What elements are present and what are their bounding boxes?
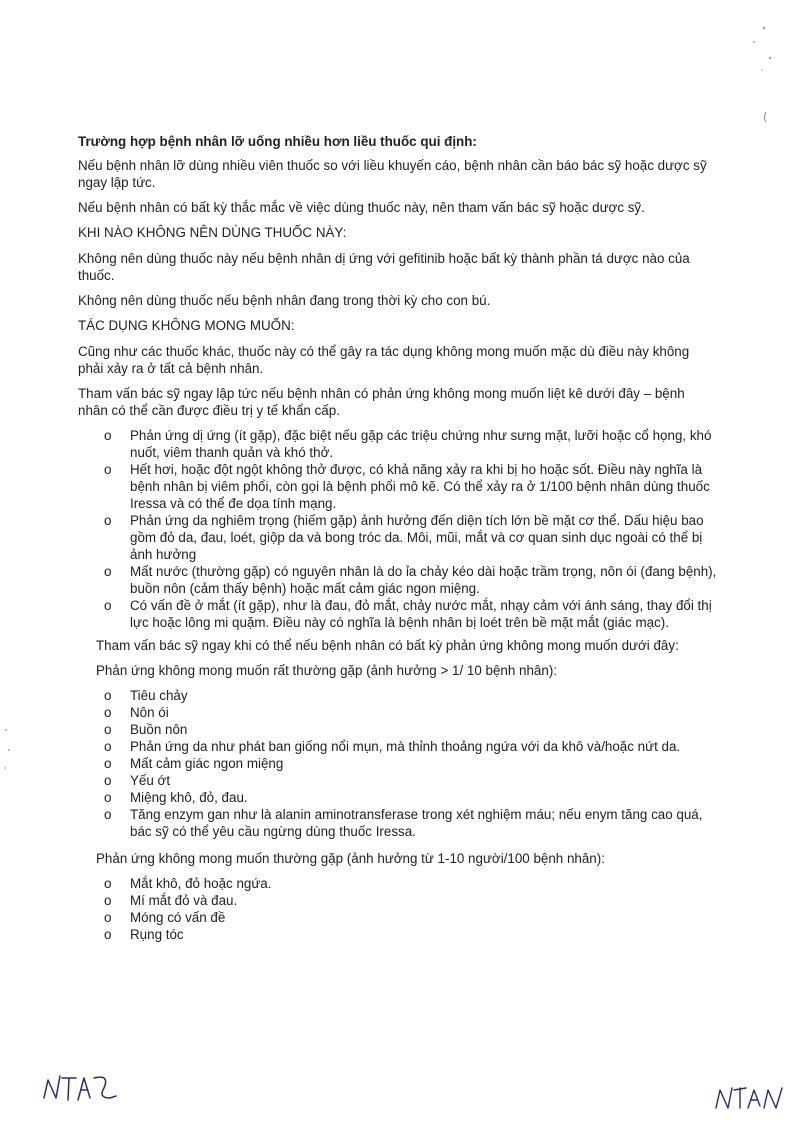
list-item: o Móng có vấn đề bbox=[104, 910, 226, 925]
list-item: o Nôn ói bbox=[104, 705, 169, 720]
bullet-icon: o bbox=[104, 807, 112, 822]
bullet-icon: o bbox=[104, 893, 112, 908]
list-item: o Mắt khô, đỏ hoặc ngứa. bbox=[104, 876, 272, 891]
list-item: o Phản ứng da như phát ban giống nổi mụn, mà thỉnh thoảng ngứa với da khô và/hoặc nứt da. bbox=[104, 739, 681, 754]
contraindication-title: KHI NÀO KHÔNG NÊN DÙNG THUỐC NÀY: bbox=[78, 225, 347, 240]
bullet-icon: o bbox=[104, 705, 112, 720]
scan-marks-left bbox=[0, 720, 20, 780]
common-effects-list bbox=[78, 875, 718, 943]
bullet-icon: o bbox=[104, 739, 112, 754]
bullet-icon: o bbox=[104, 927, 112, 942]
bullet-icon: o bbox=[104, 513, 112, 528]
overdose-paragraph-2: Nếu bệnh nhân có bất kỳ thắc mắc về việc dùng thuốc này, nên tham vấn bác sỹ hoặc dược sỹ. bbox=[78, 200, 645, 215]
scan-marks-right bbox=[740, 20, 790, 130]
bullet-icon: o bbox=[104, 428, 112, 443]
adverse-paragraph-1: Cũng như các thuốc khác, thuốc này có thể gây ra tác dụng không mong muốn mặc dù điều này không phải xảy ra ở tất cả bệnh nhân. bbox=[78, 344, 690, 376]
overdose-paragraph-1: Nếu bệnh nhân lỡ dùng nhiều viên thuốc so với liều khuyến cáo, bệnh nhân cần báo bác sỹ hoặc dược sỹ ngay lập tức. bbox=[78, 158, 707, 190]
list-item: o Tăng enzym gan như là alanin aminotransferase trong xét nghiệm máu; nếu enym tăng cao quá, bác sỹ có thể yêu cầu ngừng dùng thuốc Iressa. bbox=[104, 807, 703, 839]
bullet-icon: o bbox=[104, 790, 112, 805]
list-item: o Mất cảm giác ngon miệng bbox=[104, 756, 284, 771]
bullet-icon: o bbox=[104, 773, 112, 788]
urgent-effects-list bbox=[78, 427, 718, 631]
consult-paragraph: Tham vấn bác sỹ ngay khi có thể nếu bệnh nhân có bất kỳ phản ứng không mong muốn dưới đây: bbox=[96, 638, 679, 653]
bullet-icon: o bbox=[104, 598, 112, 613]
list-item: o Mí mắt đỏ và đau. bbox=[104, 893, 238, 908]
very-common-effects-list bbox=[78, 687, 718, 840]
adverse-paragraph-2: Tham vấn bác sỹ ngay lập tức nếu bệnh nhân có phản ứng không mong muốn liệt kê dưới đây – bệnh nhân có thể cần được điều trị y tế khẩn cấp. bbox=[78, 386, 685, 418]
overdose-heading: Trường hợp bệnh nhân lỡ uống nhiều hơn liều thuốc qui định: bbox=[78, 134, 477, 149]
list-item: o Yếu ớt bbox=[104, 773, 171, 788]
contraindication-paragraph-1: Không nên dùng thuốc này nếu bệnh nhân dị ứng với gefitinib hoặc bất kỳ thành phần tá dược nào của thuốc. bbox=[78, 251, 690, 283]
bullet-icon: o bbox=[104, 756, 112, 771]
contraindication-paragraph-2: Không nên dùng thuốc nếu bệnh nhân đang trong thời kỳ cho con bú. bbox=[78, 293, 491, 308]
bullet-icon: o bbox=[104, 688, 112, 703]
bullet-icon: o bbox=[104, 876, 112, 891]
list-item: o Có vấn đề ở mắt (ít gặp), như là đau, đỏ mắt, chảy nước mắt, nhạy cảm với ánh sáng, thay đổi thị lực hoặc lông mi quặm. Điều này có nghĩa là bệnh nhân bị loét trên bề mặt mắt (giác mạc). bbox=[104, 598, 712, 630]
bullet-icon: o bbox=[104, 462, 112, 477]
bullet-icon: o bbox=[104, 910, 112, 925]
signature-left bbox=[40, 1068, 130, 1108]
list-item: o Tiêu chảy bbox=[104, 688, 188, 703]
signature-right bbox=[712, 1078, 792, 1116]
very-common-title: Phản ứng không mong muốn rất thường gặp (ảnh hưởng > 1/ 10 bệnh nhân): bbox=[96, 663, 557, 678]
bullet-icon: o bbox=[104, 722, 112, 737]
list-item: o Phản ứng dị ứng (ít gặp), đặc biệt nếu gặp các triệu chứng như sưng mặt, lưỡi hoặc cổ họng, khó nuốt, viêm thanh quản và khó thở. bbox=[104, 428, 712, 460]
document-body bbox=[78, 133, 718, 953]
list-item: o Hết hơi, hoặc đột ngột không thở được, có khả năng xảy ra khi bị ho hoặc sốt. Điều này nghĩa là bệnh nhân bị viêm phổi, còn gọi là bệnh phổi mô kẽ. Có thể xảy ra ở 1/100 bệnh nhân dùng thuốc Iressa và có thể đe dọa tính mạng. bbox=[104, 462, 710, 511]
list-item: o Buồn nôn bbox=[104, 722, 188, 737]
adverse-effects-title: TÁC DỤNG KHÔNG MONG MUỐN: bbox=[78, 318, 295, 333]
common-title: Phản ứng không mong muốn thường gặp (ảnh hưởng từ 1-10 người/100 bệnh nhân): bbox=[96, 851, 605, 866]
list-item: o Miệng khô, đỏ, đau. bbox=[104, 790, 248, 805]
list-item: o Rụng tóc bbox=[104, 927, 184, 942]
bullet-icon: o bbox=[104, 564, 112, 579]
list-item: o Mất nước (thường gặp) có nguyên nhân là do ỉa chảy kéo dài hoặc trầm trọng, nôn ói (đang bệnh), buồn nôn (cảm thấy bệnh) hoặc mất cảm giác ngon miệng. bbox=[104, 564, 717, 596]
list-item: o Phản ứng da nghiêm trọng (hiếm gặp) ảnh hưởng đến diện tích lớn bề mặt cơ thể. Dấu hiệu bao gồm đỏ da, đau, loét, giộp da và bong tróc da. Môi, mũi, mắt và cơ quan sinh dục ngoài có thể bị ảnh hưởng bbox=[104, 513, 704, 562]
